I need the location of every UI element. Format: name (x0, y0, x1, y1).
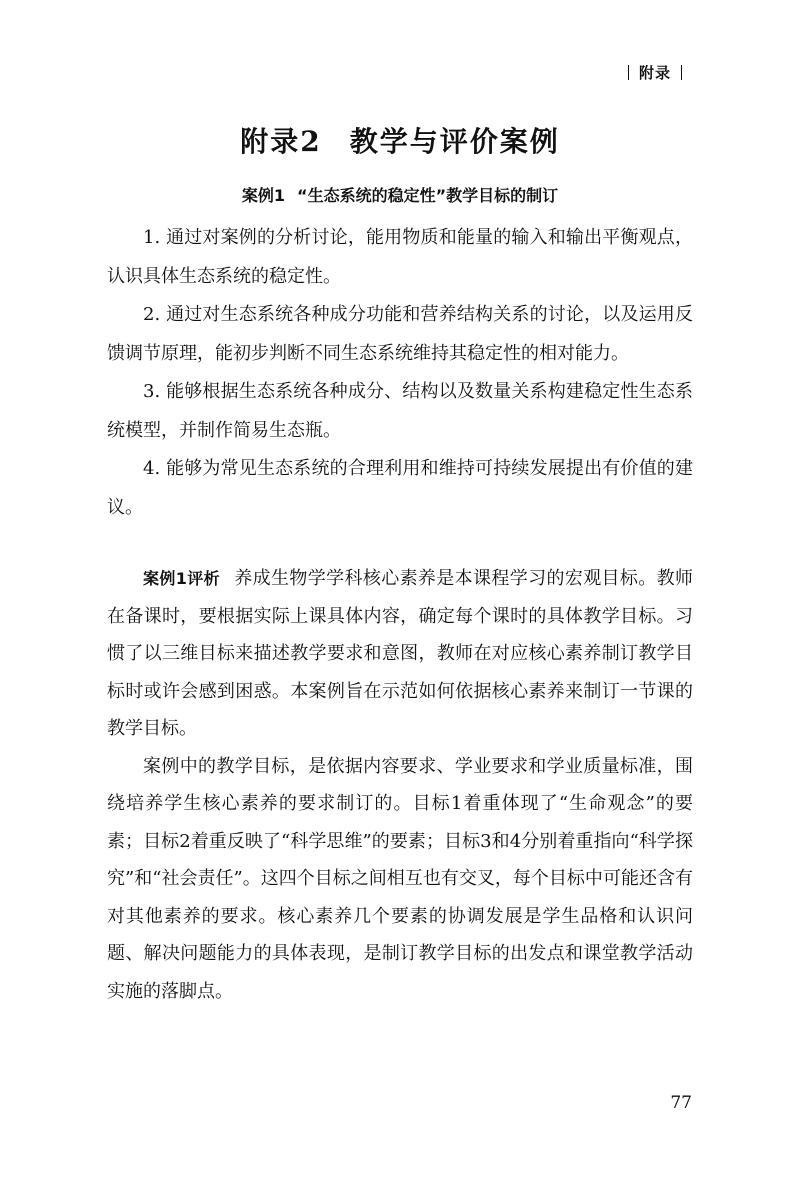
goal-item-4: 4. 能够为常见生态系统的合理利用和维持可持续发展提出有价值的建议。 (107, 458, 693, 518)
case-heading (0, 183, 800, 206)
goal-item-3: 3. 能够根据生态系统各种成分、结构以及数量关系构建稳定性生态系统模型，并制作简易生态瓶。 (107, 381, 693, 441)
analysis-paragraph-1 (107, 560, 693, 748)
goal-item-2: 2. 通过对生态系统各种成分功能和营养结构关系的讨论，以及运用反馈调节原理，能初步判断不同生态系统维持其稳定性的相对能力。 (107, 304, 693, 364)
running-header (618, 62, 692, 83)
case-title: “生态系统的稳定性”教学目标的制订 (297, 186, 559, 205)
page-title (0, 120, 800, 160)
case-label: 案例1 (241, 186, 286, 205)
analysis-paragraph-2: 案例中的教学目标，是依据内容要求、学业要求和学业质量标准，围绕培养学生核心素养的要求制订的。目标1着重体现了“生命观念”的要素；目标2着重反映了“科学思维”的要素；目标3和4分别着重指向“科学探究”和“社会责任”。这四个目标之间相互也有交叉，每个目标中可能还含有对其他素养的要求。核心素养几个要素的协调发展是学生品格和认识问题、解决问题能力的具体表现，是制订教学目标的出发点和课堂教学活动实施的落脚点。 (107, 755, 693, 1002)
page-title-prefix: 附录2 (240, 125, 322, 158)
analysis-text-1: 养成生物学学科核心素养是本课程学习的宏观目标。教师在备课时，要根据实际上课具体内容，确定每个课时的具体教学目标。习惯了以三维目标来描述教学要求和意图，教师在对应核心素养制订教学目标时或许会感到困惑。本案例旨在示范如何依据核心素养来制订一节课的教学目标。 (107, 568, 693, 739)
page-number: 77 (670, 1093, 692, 1113)
header-divider-left (628, 65, 629, 80)
header-divider-right (681, 65, 682, 80)
goal-item-1: 1. 通过对案例的分析讨论，能用物质和能量的输入和输出平衡观点，认识具体生态系统的稳定性。 (107, 227, 693, 287)
teaching-goals (107, 219, 693, 527)
header-section-label: 附录 (638, 64, 671, 82)
page-title-text: 教学与评价案例 (349, 125, 560, 158)
analysis-lead: 案例1评析 (143, 569, 220, 588)
case-analysis (107, 560, 693, 1010)
